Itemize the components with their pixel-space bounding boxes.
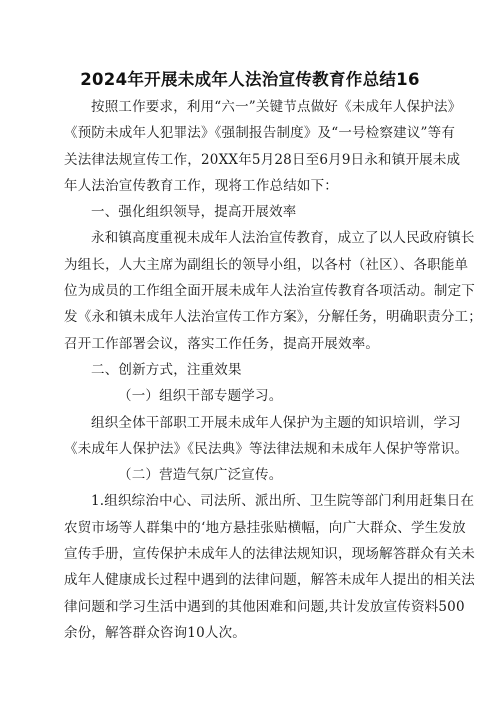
- document-title: 2024年开展未成年人法治宣传教育作总结16: [80, 70, 420, 89]
- paragraph-line: 年人法治宣传教育工作，现将工作总结如下：: [64, 177, 338, 194]
- paragraph-line: 1.组织综治中心、司法所、派出所、卫生院等部门利用赶集日在: [91, 493, 475, 510]
- paragraph-line: 发《永和镇未成年人法治宣传工作方案》，分解任务，明确职责分工；: [64, 309, 482, 326]
- paragraph-line: 《未成年人保护法》《民法典》等法律法规和未成年人保护等常识。: [64, 440, 469, 457]
- paragraph-line: 关法律法规宣传工作，20XX年5月28日至6月9日永和镇开展未成: [64, 151, 461, 168]
- section-heading: 二、创新方式，注重效果: [91, 361, 242, 378]
- paragraph-line: 召开工作部署会议，落实工作任务，提高开展效率。: [64, 335, 380, 352]
- paragraph-line: 余份，解答群众咨询10人次。: [64, 624, 246, 641]
- paragraph-line: 农贸市场等人群集中的‘地方悬挂张贴横幅，向广大群众、学生发放: [64, 519, 466, 536]
- paragraph-line: 《预防未成年人犯罪法》《强制报告制度》及“一号检察建议”等有: [64, 125, 456, 142]
- subsection-heading: （二）营造气氛广泛宣传。: [118, 467, 283, 484]
- section-heading: 一、强化组织领导，提高开展效率: [91, 204, 297, 221]
- paragraph-line: 按照工作要求，利用“六一”关键节点做好《未成年人保护法》: [91, 99, 462, 115]
- document-body: [64, 94, 482, 646]
- paragraph-line: 宣传手册，宣传保护未成年人的法律法规知识，现场解答群众有关未: [64, 546, 475, 563]
- paragraph-line: 成年人健康成长过程中遇到的法律问题，解答未成年人提出的相关法: [64, 572, 475, 589]
- paragraph-line: 永和镇高度重视未成年人法治宣传教育，成立了以人民政府镇长: [91, 230, 475, 247]
- paragraph-line: 律问题和学习生活中遇到的其他困难和问题,共计发放宣传资料500: [64, 598, 465, 615]
- paragraph-line: 组织全体干部职工开展未成年人保护为主题的知识培训，学习: [91, 414, 461, 431]
- paragraph-line: 为组长，人大主席为副组长的领导小组，以各村（社区）、各职能单: [64, 256, 469, 273]
- paragraph-line: 位为成员的工作组全面开展未成年人法治宣传教育各项活动。制定下: [64, 283, 475, 300]
- subsection-heading: （一）组织干部专题学习。: [118, 388, 283, 405]
